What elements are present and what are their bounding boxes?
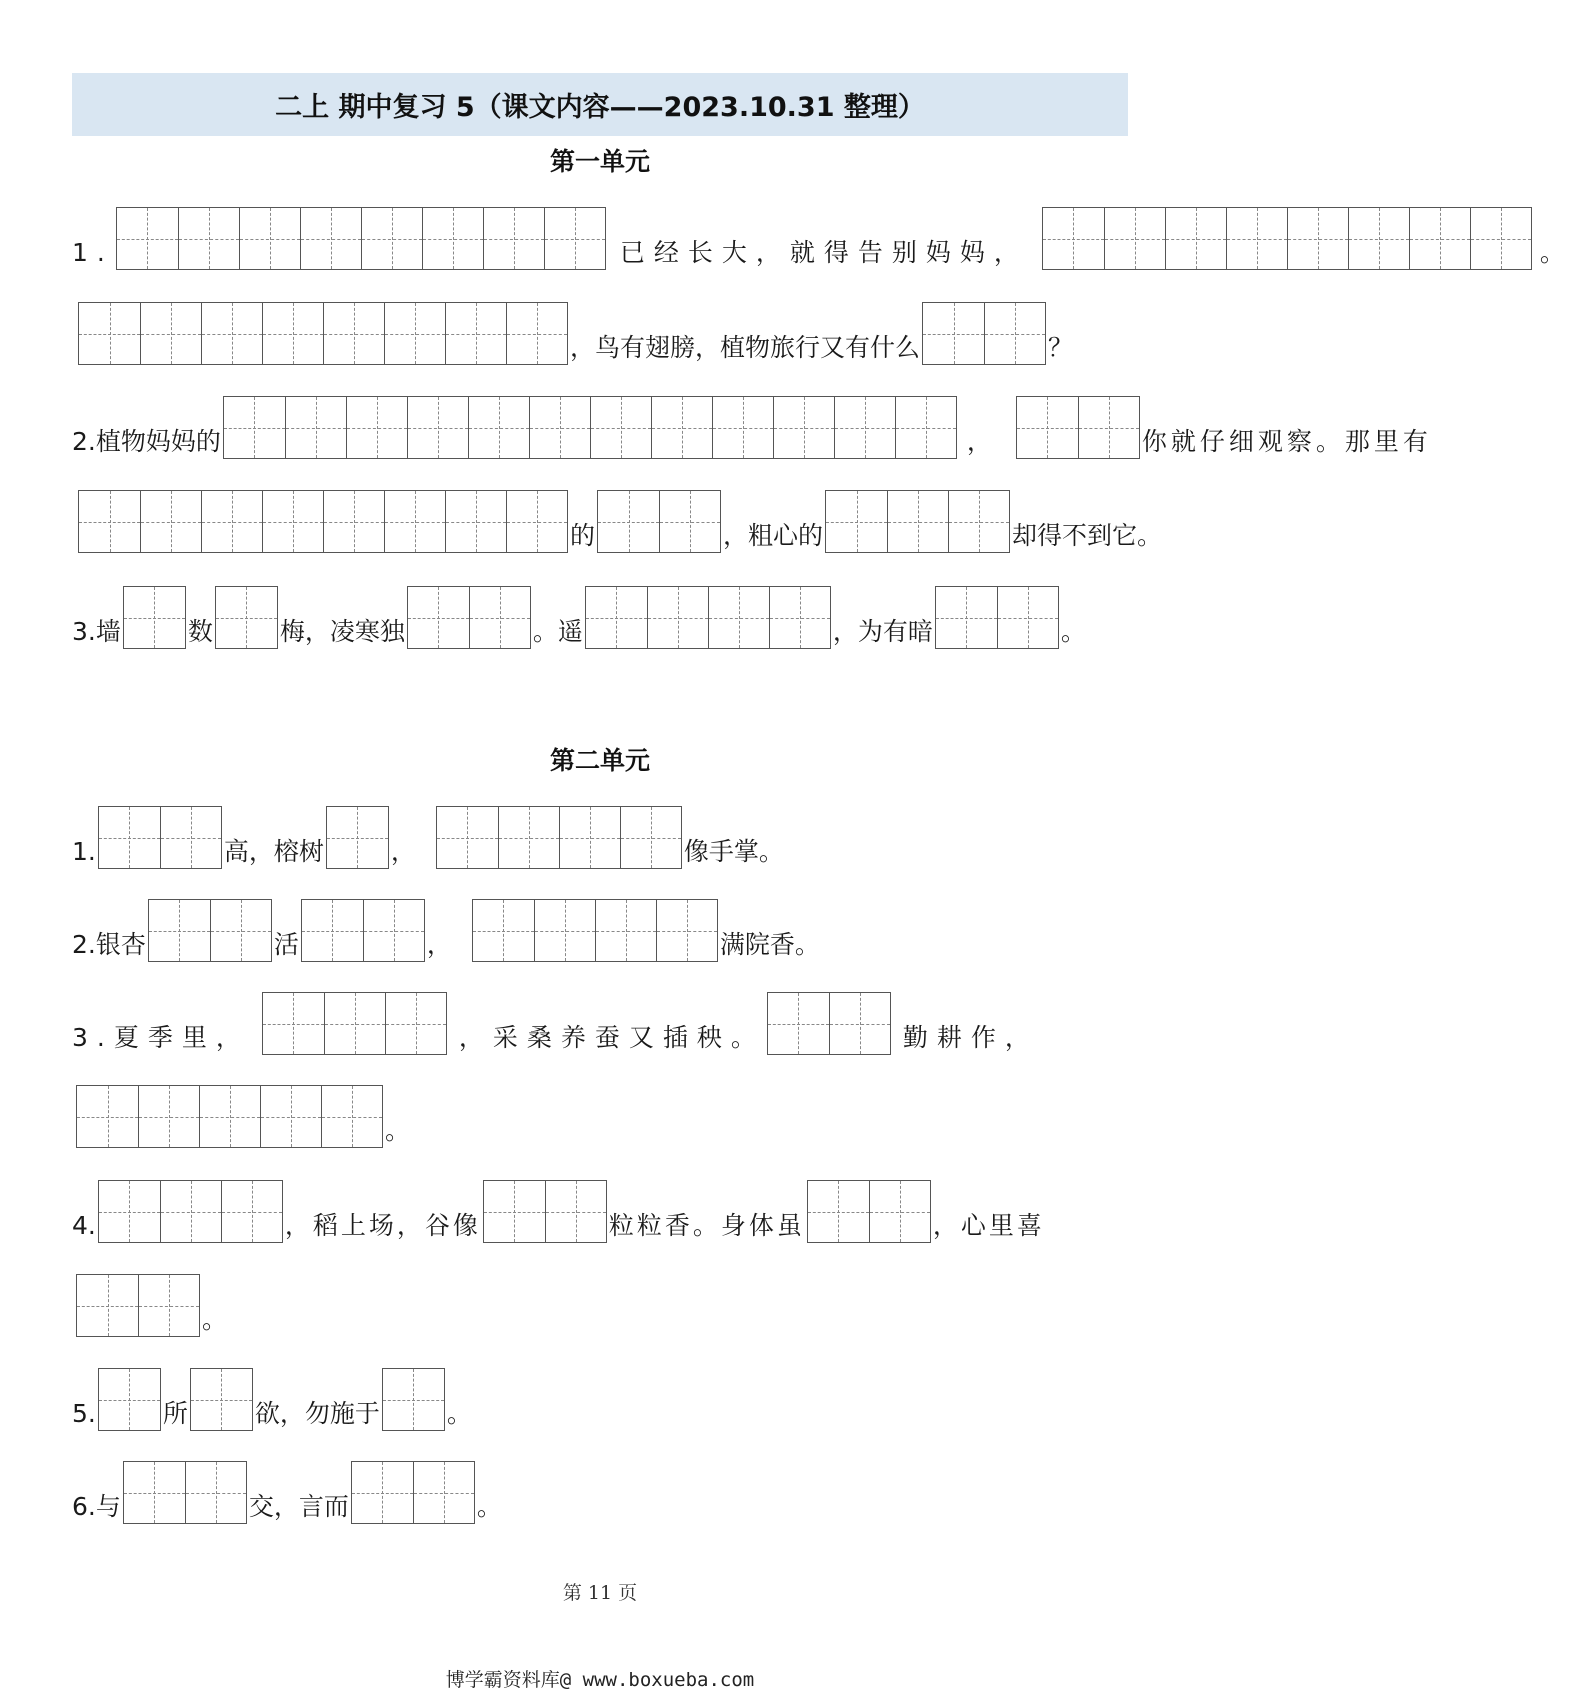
question-text: 高，榕树 [223,837,324,866]
unit1-q1-line2 [76,302,1073,365]
answer-box-4[interactable] [472,899,718,962]
question-text: 3.墙 [72,617,121,646]
answer-box-2[interactable] [922,302,1046,365]
question-text: 像手掌。 [683,837,784,866]
question-text: 。遥 [532,617,583,646]
answer-box-2[interactable] [301,899,425,962]
question-text: 。 [476,1492,502,1521]
question-text: ， [426,930,452,959]
unit1-q2-line2 [76,490,1162,553]
answer-box-1[interactable] [98,1368,161,1431]
question-text: 你就仔细观察。那里有 [1141,427,1432,456]
answer-box-1[interactable] [215,586,278,649]
question-number: 5. [72,1399,96,1428]
answer-box-2[interactable] [483,1180,607,1243]
question-text: 交，言而 [248,1492,349,1521]
unit2-q2 [72,899,820,962]
answer-box-12[interactable] [223,396,957,459]
question-text: ，为有暗 [832,617,933,646]
unit2-q1 [72,806,784,869]
question-text: 欲，勿施于 [254,1399,380,1428]
answer-box-4[interactable] [585,586,831,649]
question-text: ，采桑养蚕又插秧。 [458,1023,765,1052]
question-text: ， [966,427,992,456]
unit2-q4-line1 [72,1180,1045,1243]
question-number: 1. [72,238,114,267]
unit2-q3-line2 [74,1085,410,1148]
unit1-q3 [72,586,1086,649]
answer-box-3[interactable] [98,1180,283,1243]
answer-box-8[interactable] [78,302,568,365]
unit2-q3-line1 [72,992,1039,1055]
answer-box-2[interactable] [767,992,891,1055]
unit2-q4-line2 [74,1274,227,1337]
unit2-title: 第二单元 [549,746,650,775]
question-text: ， [390,837,416,866]
unit2-q6 [72,1461,502,1524]
question-text: 6.与 [72,1492,121,1521]
question-text: ，鸟有翅膀，植物旅行又有什么 [570,333,921,362]
answer-box-2[interactable] [935,586,1059,649]
answer-box-5[interactable] [76,1085,383,1148]
answer-box-3[interactable] [825,490,1010,553]
unit1-q1-line1 [72,207,1574,270]
question-text: 所 [162,1399,188,1428]
question-number: 4. [72,1211,96,1240]
answer-box-1[interactable] [382,1368,445,1431]
question-text: 勤耕作， [902,1023,1039,1052]
answer-box-2[interactable] [76,1274,200,1337]
question-text: 。 [1539,238,1574,267]
question-text: 。 [385,1116,411,1145]
page-title: 二上 期中复习 5（课文内容——2023.10.31 整理） [72,73,1128,136]
answer-box-3[interactable] [262,992,447,1055]
question-text: 粒粒香。身体虽 [608,1211,805,1240]
footer-watermark: 博学霸资料库@ www.boxueba.com [445,1669,755,1691]
answer-box-2[interactable] [597,490,721,553]
answer-box-1[interactable] [326,806,389,869]
question-number: 1. [72,837,96,866]
unit1-title: 第一单元 [549,147,650,176]
answer-box-2[interactable] [148,899,272,962]
answer-box-8[interactable] [116,207,606,270]
answer-box-2[interactable] [123,1461,247,1524]
question-text: 数 [187,617,213,646]
question-text: 。 [446,1399,472,1428]
answer-box-2[interactable] [98,806,222,869]
question-text: 的 [570,521,596,550]
question-text: 3.夏季里， [72,1023,250,1052]
question-text: ，粗心的 [723,521,824,550]
answer-box-2[interactable] [1016,396,1140,459]
question-text: 。 [202,1305,228,1334]
question-text: 已经长大，就得告别妈妈， [619,238,1028,267]
question-text: 却得不到它。 [1012,521,1163,550]
answer-box-8[interactable] [1042,207,1532,270]
question-text: 。 [1060,617,1086,646]
answer-box-2[interactable] [351,1461,475,1524]
answer-box-2[interactable] [407,586,531,649]
unit2-q5 [72,1368,472,1431]
page-number: 第 11 页 [562,1582,638,1604]
question-text: ，心里喜 [932,1211,1045,1240]
question-text: 2.银杏 [72,930,146,959]
question-text: 梅，凌寒独 [279,617,405,646]
question-text: 2.植物妈妈的 [72,427,221,456]
question-text: 活 [273,930,299,959]
question-text: ，稻上场，谷像 [284,1211,481,1240]
unit1-q2-line1 [72,396,1432,459]
answer-box-1[interactable] [123,586,186,649]
answer-box-1[interactable] [190,1368,253,1431]
answer-box-2[interactable] [807,1180,931,1243]
question-text: ？ [1048,333,1074,362]
question-text: 满院香。 [719,930,820,959]
answer-box-4[interactable] [436,806,682,869]
answer-box-8[interactable] [78,490,568,553]
